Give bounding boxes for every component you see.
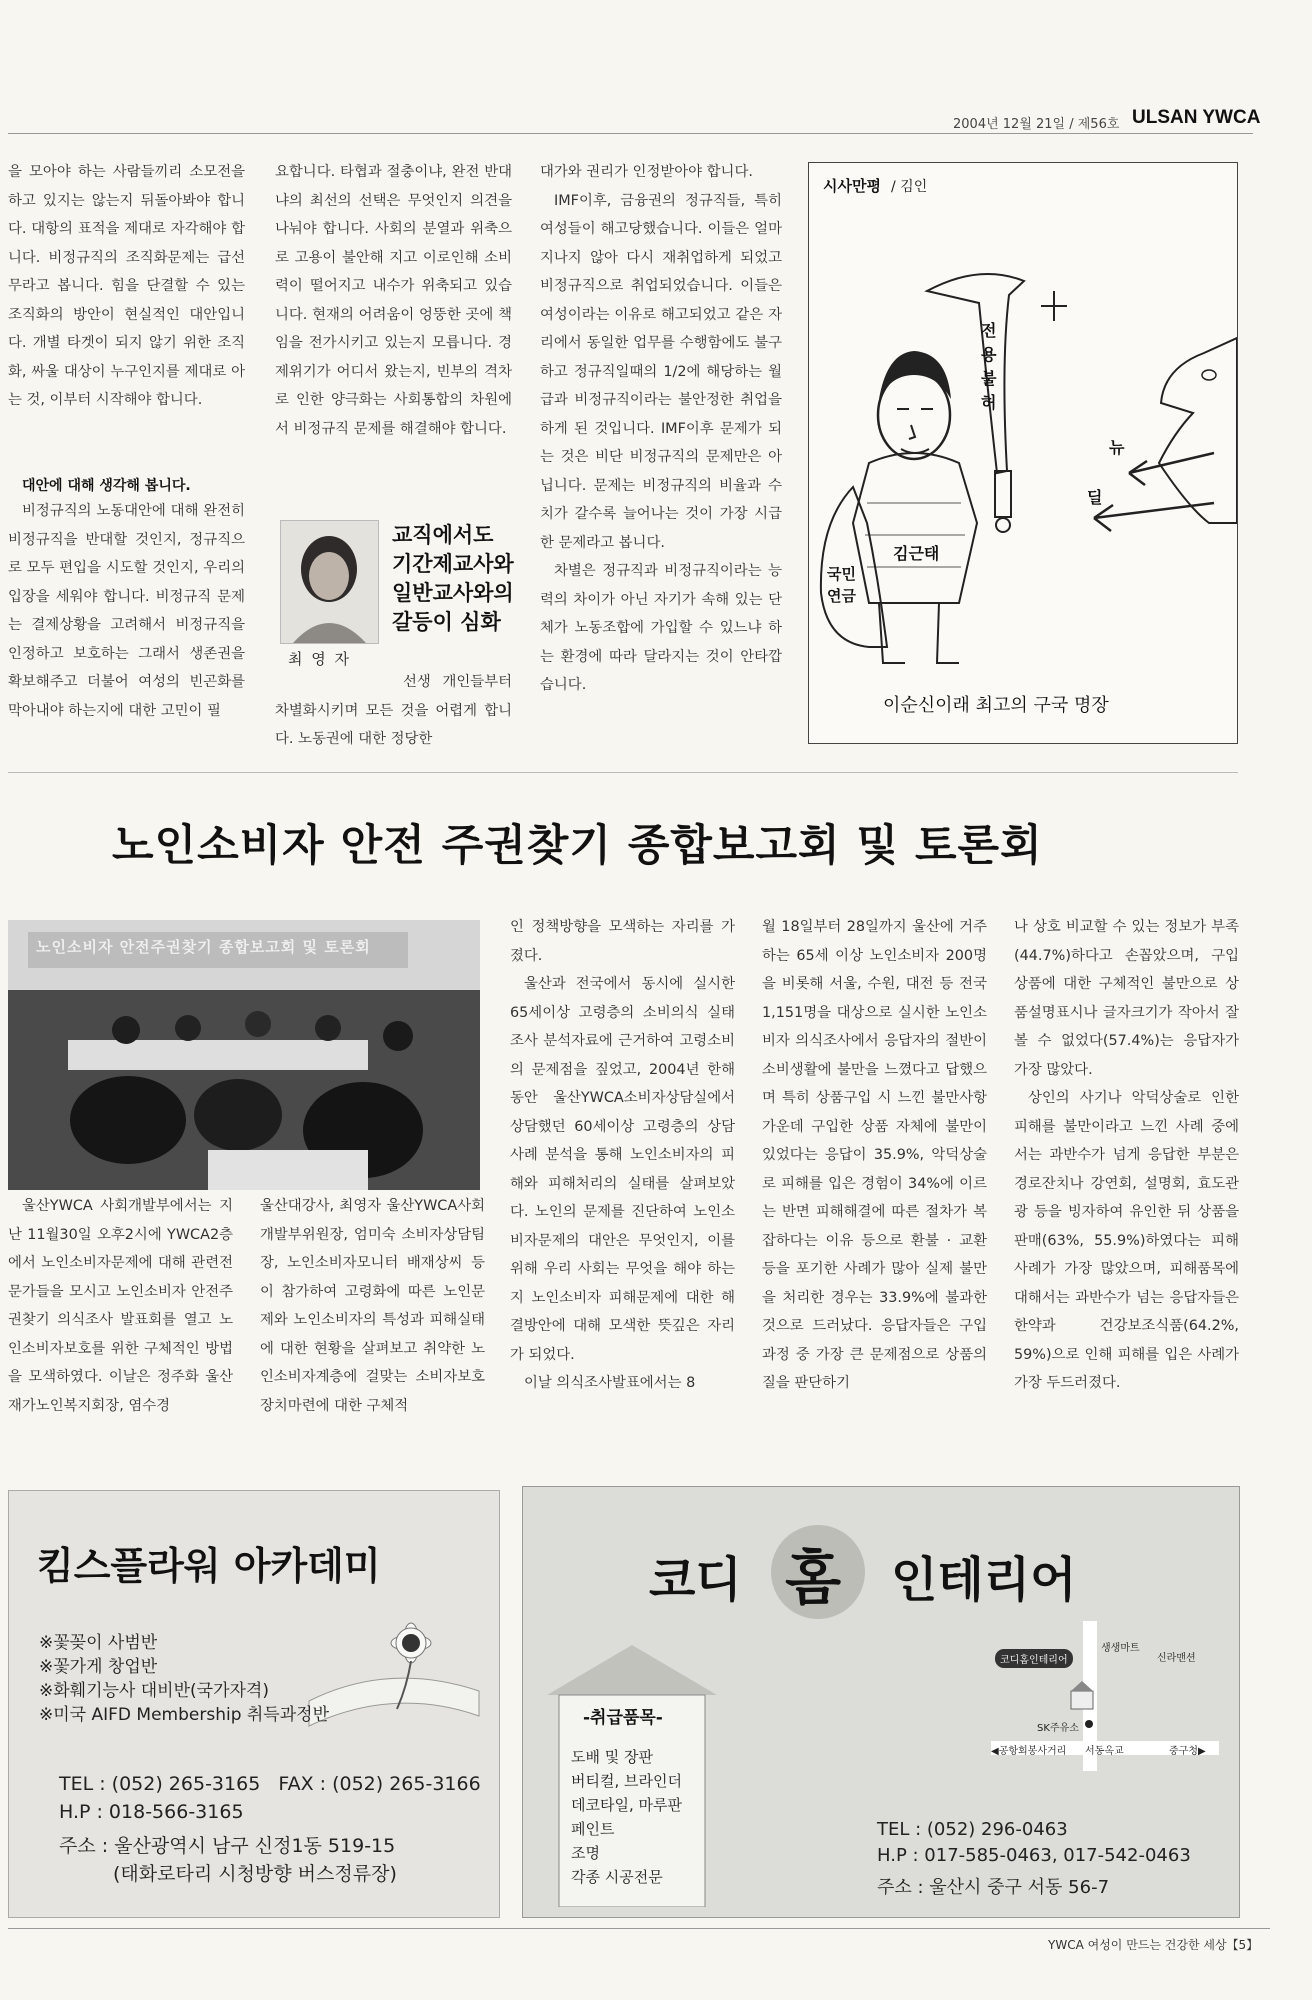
ad-left-hp: H.P : 018-566-3165 [59, 1801, 244, 1823]
header-rule [8, 133, 1253, 134]
article-top-col1b-text: 비정규직의 노동대안에 대해 완전히 비정규직을 반대할 것인지, 정규직으로 모두 편입을 시도할 것인지, 우리의 입장을 세워야 합니다. 비정규직 문제는 결제상황을 고려해서 비정규직을 인정하고 보호하는 그래서 생존권을 확보해주고 더불어 여성의 빈곤화를 막아내야 하는지에 대한 고민이 필 [8, 503, 245, 719]
article-main-c3-c: 이날 의식조사발표에서는 8 [524, 1375, 696, 1391]
map-right: 중구청▶ [1169, 1746, 1206, 1757]
portrait-caption: 최 영 자 [288, 650, 352, 668]
article-top-col2 [275, 158, 512, 443]
event-photo [8, 920, 480, 1190]
article-main-c5-a: 나 상호 비교할 수 있는 정보가 부족(44.7%)하다고 손꼽았으며, 구입 상품에 대한 구체적인 불만으로 상품설명표시나 글자크기가 작아서 잘 볼 수 없었다(57.4%)는 응답자가 가장 많았다. [1014, 919, 1239, 1078]
article-top-col1b [8, 497, 245, 725]
article-main-c1-text: 울산YWCA 사회개발부에서는 지난 11월30일 오후2시에 YWCA2층에서 노인소비자문제에 대해 관련전문가들을 모시고 노인소비자 안전주권찾기 의식조사 발표회를 열고 노인소비자보호를 위한 구체적인 방법을 모색하였다. 이날은 정주화 울산재가노인복지회장, 염수경 [8, 1198, 233, 1414]
event-photo-banner: 노인소비자 안전주권찾기 종합보고회 및 토론회 [36, 938, 371, 956]
item: 조명 [571, 1844, 600, 1862]
cartoon-sword-text: 전용불허 [981, 321, 997, 412]
article-main-c5 [1014, 913, 1239, 1398]
ad-right-title-b: 홈 [785, 1544, 842, 1612]
item: 페인트 [571, 1820, 615, 1838]
article-top-col2-text: 요합니다. 타협과 절충이냐, 완전 반대냐의 최선의 선택은 무엇인지 의견을 나눠야 합니다. 사회의 분열과 위축으로 고용이 불안해 지고 이로인해 소비력이 떨어지고 내수가 위축되고 있습니다. 현재의 어려움이 엉뚱한 곳에 책임을 전가시키고 있는지 모릅니다. 경제위기가 어디서 왔는지, 빈부의 격차로 인한 양극화는 사회통합의 차원에서 비정규직 문제를 해결해야 합니다. [275, 164, 512, 437]
items-title: -취급품목- [583, 1708, 663, 1728]
ad-right-hp: H.P : 017-585-0463, 017-542-0463 [877, 1845, 1191, 1866]
footer-rule [8, 1928, 1270, 1929]
cartoon-drawing [809, 163, 1237, 743]
article-top-col1-text: 을 모아야 하는 사람들끼리 소모전을 하고 있지는 않는지 뒤돌아봐야 합니다. 대항의 표적을 제대로 자각해야 합니다. 비정규직의 조직화문제는 급선무라고 봅니다. 힘을 단결할 수 있는 조직화의 방안이 현실적인 대안입니다. 개별 타겟이 되지 않기 위한 조직화, 싸울 대상이 누구인지를 제대로 아는 것, 이부터 시작해야 합니다. [8, 164, 245, 408]
article-top-col3-b: IMF이후, 금융권의 정규직들, 특히 여성들이 해고당했습니다. 이들은 얼마 지나지 않아 다시 재취업하게 되었고 비정규직으로 취업되었습니다. 이들은 여성이라는 이유로 해고되었고 같은 자리에서 동일한 업무를 수행함에도 불구하고 정규직일때의 1/2에 해당하는 월급과 비정규직이라는 불안정한 취업을 하게 된 것입니다. IMF이후 문제가 되는 것은 비단 비정규직의 문제만은 아닙니다. 문제는 비정규직의 비율과 수치가 갈수록 늘어나는 것이 가장 시급한 문제라고 봅니다. [540, 192, 782, 551]
cartoon-right-text1: 뉴 [1109, 438, 1125, 457]
pull-quote: 교직에서도 기간제교사와 일반교사와의 갈등이 심화 [392, 522, 514, 634]
article-top-col3-a: 대가와 권리가 인정받아야 합니다. [540, 164, 753, 180]
ad-left-item: ※화훼기능사 대비반(국가자격) [39, 1681, 269, 1701]
portrait-photo [280, 520, 379, 644]
article-main-c1 [8, 1192, 233, 1420]
location-map [991, 1621, 1219, 1771]
map-left: ◀공항회봉사거리 [991, 1746, 1067, 1757]
article-top-col3 [540, 158, 782, 700]
ad-right-title-c: 인테리어 [891, 1552, 1077, 1608]
article-top-col1 [8, 158, 245, 415]
map-apt: 신라맨션 [1157, 1653, 1196, 1664]
ad-kims-flower [8, 1490, 500, 1918]
cartoon-armor-text: 김근태 [893, 544, 940, 563]
item: 버티컬, 브라인더 [571, 1772, 682, 1790]
cartoon-label: 시사만평 [823, 177, 881, 195]
ad-left-tel: TEL : (052) 265-3165 FAX : (052) 265-3166 [59, 1773, 481, 1795]
subheading: 대안에 대해 생각해 봅니다. [22, 478, 191, 494]
article-top-col2b-text: 선생 개인들부터 차별화시키며 모든 것을 어렵게 합니다. 노동권에 대한 정당한 [275, 674, 512, 747]
article-top-col3-c: 차별은 정규직과 비정규직이라는 능력의 차이가 아닌 자기가 속해 있는 단체가 노동조합에 가입할 수 있느냐 하는 환경에 따라 달라지는 것이 안타깝습니다. [540, 563, 782, 693]
issue-date: 2004년 12월 21일 / 제56호 [953, 117, 1120, 132]
map-gas: SK주유소 [1037, 1723, 1079, 1734]
ad-left-item: ※미국 AIFD Membership 취득과정반 [39, 1705, 329, 1725]
ad-right-addr: 주소 : 울산시 중구 서동 56-7 [877, 1877, 1110, 1898]
ad-left-addr: 주소 : 울산광역시 남구 신정1동 519-15 [59, 1835, 396, 1857]
map-mid: 서동옥교 [1085, 1746, 1124, 1757]
article-main-c2 [260, 1192, 485, 1420]
ad-right-tel: TEL : (052) 296-0463 [877, 1819, 1068, 1840]
item: 도배 및 장판 [571, 1748, 653, 1766]
map-home: 코디홈인테리어 [995, 1649, 1073, 1668]
items-house [547, 1645, 717, 1907]
article-main-c5-b: 상인의 사기나 악덕상술로 인한 피해를 불만이라고 느낀 사례 중에서는 과반수가 넘게 응답한 부분은 경로잔치나 강연회, 설명회, 효도관광 등을 빙자하여 유인한 뒤 상품을 판매(63%, 55.9%)하였다는 피해사례가 가장 많았으며, 피해품목에 대해서는 과반수가 넘는 응답자들은 한약과 건강보조식품(64.2%, 59%)으로 인해 피해를 입은 사례가 가장 두드러졌다. [1014, 1090, 1239, 1391]
cartoon-right-text2: 딜 [1087, 488, 1103, 507]
ad-left-addr2: (태화로타리 시청방향 버스정류장) [113, 1863, 397, 1885]
map-mart: 생생마트 [1101, 1643, 1140, 1654]
event-photo-scene [8, 920, 480, 1190]
brand-title: ULSAN YWCA [1132, 107, 1261, 128]
ad-left-items [39, 1631, 329, 1727]
items-list [571, 1745, 682, 1889]
article-main-c4 [762, 913, 987, 1398]
article-main-c3-b: 울산과 전국에서 동시에 실시한 65세이상 고령층의 소비의식 실태조사 분석자료에 근거하여 고령소비의 문제점을 짚었고, 2004년 한해 동안 울산YWCA소비자상담실에서 상담했던 60세이상 고령층의 상담사례 분석을 통해 노인소비자의 피해와 피해처리의 실태를 살펴보았다. 노인의 문제를 진단하여 노인소비자문제의 대안은 무엇인지, 이를 위해 우리 사회는 무엇을 해야 하는지 노인소비자 피해문제에 대한 해결방안에 대해 모색한 뜻깊은 자리가 되었다. [510, 976, 735, 1363]
section-rule [8, 772, 1238, 773]
article-main-c3 [510, 913, 735, 1398]
cartoon-bag-text: 국민연금 [827, 565, 856, 605]
portrait-figure [281, 521, 378, 643]
cartoon-box [808, 162, 1238, 744]
article-main-c3-a: 인 정책방향을 모색하는 자리를 가졌다. [510, 919, 735, 964]
ad-codi-home [522, 1486, 1240, 1918]
headline: 노인소비자 안전 주권찾기 종합보고회 및 토론회 [112, 821, 1043, 871]
article-top-col2b [275, 668, 512, 754]
item: 데코타일, 마루판 [571, 1796, 682, 1814]
ad-right-title-a: 코디 [649, 1552, 742, 1608]
ad-left-item: ※꽃꽂이 사범반 [39, 1633, 158, 1653]
article-main-c2-text: 울산대강사, 최영자 울산YWCA사회개발부위원장, 엄미숙 소비자상담팀장, 노인소비자모니터 배재상씨 등이 참가하여 고령화에 따른 노인문제와 노인소비자의 특성과 피해실태에 대한 현황을 살펴보고 취약한 노인소비자계층에 걸맞는 소비자보호 장치마련에 대한 구체적 [260, 1198, 485, 1414]
footer: YWCA 여성이 만드는 건강한 세상【5】 [1048, 1938, 1259, 1952]
cartoon-author: / 김인 [891, 179, 928, 195]
ad-left-item: ※꽃가게 창업반 [39, 1657, 158, 1677]
article-main-c4-text: 월 18일부터 28일까지 울산에 거주하는 65세 이상 노인소비자 200명을 비롯해 서울, 수원, 대전 등 전국 1,151명을 대상으로 실시한 노인소비자 의식조사에서 응답자의 절반이 소비생활에 불만을 느꼈다고 답했으며 특히 상품구입 시 느낀 불만사항 가운데 구입한 상품 자체에 불만이 있었다는 응답이 35.9%, 악덕상술로 피해를 입은 경험이 34%에 이르는 반면 피해해결에 따른 절차가 복잡하다는 이유 등으로 환불 · 교환 등을 포기한 사례가 많아 실제 불만을 처리한 경우는 33.9%에 불과한 것으로 드러났다. 응답자들은 구입과정 중 가장 큰 문제점으로 상품의 질을 판단하기 [762, 919, 987, 1391]
ad-left-title: 킴스플라워 아카데미 [37, 1543, 381, 1588]
item: 각종 시공전문 [571, 1868, 663, 1886]
cartoon-caption: 이순신이래 최고의 구국 명장 [883, 695, 1109, 716]
